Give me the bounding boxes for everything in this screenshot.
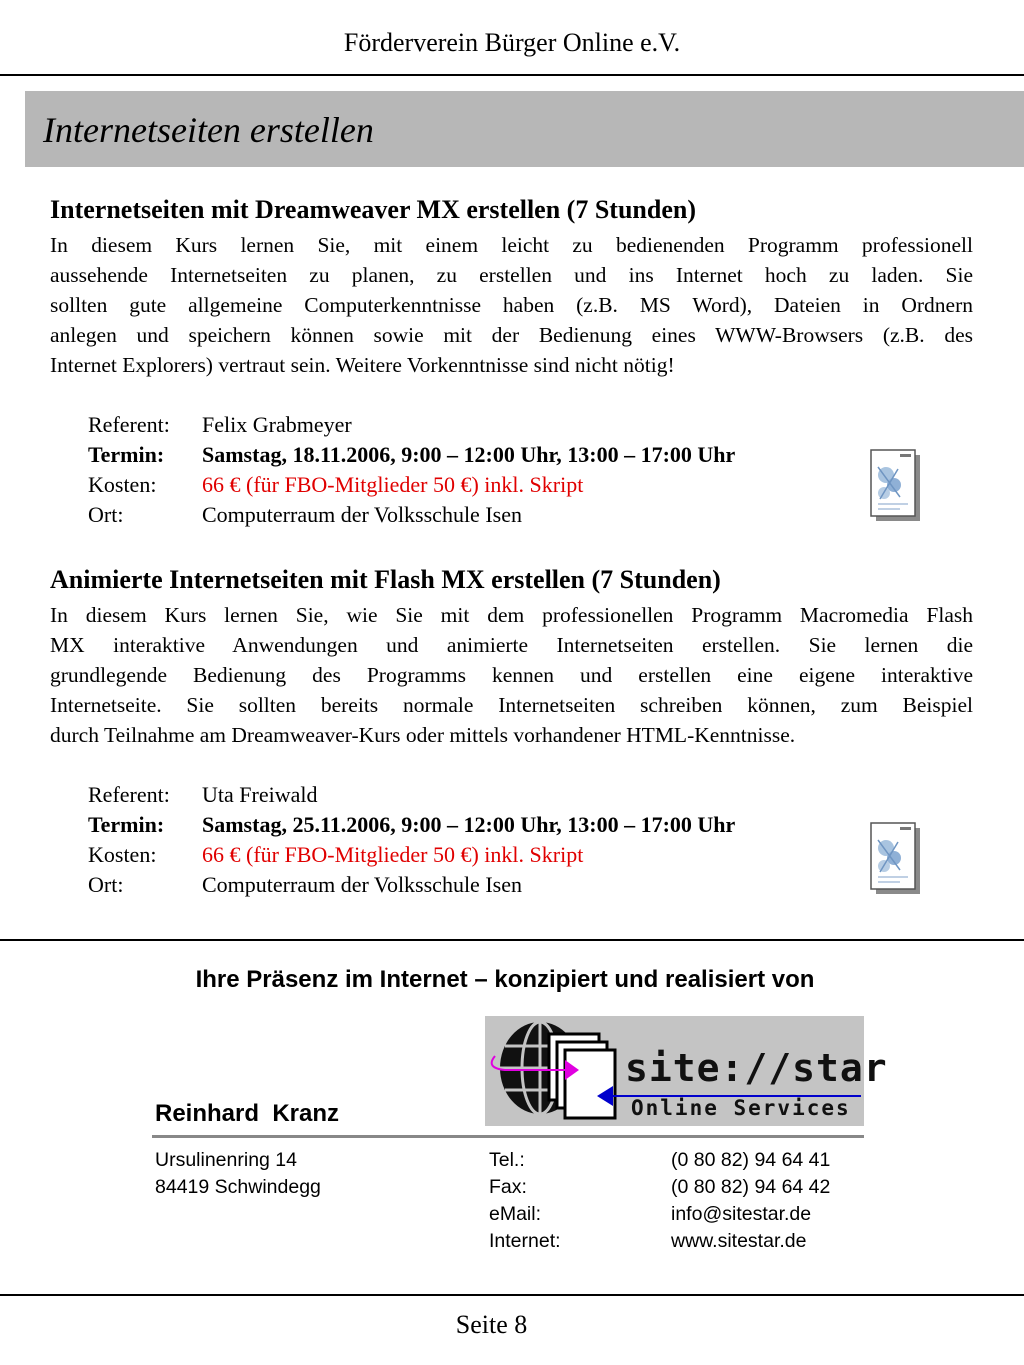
description-line: In diesem Kurs lernen Sie, mit einem leicht zu bedienenden Programm professionell [50, 233, 973, 257]
description-line: In diesem Kurs lernen Sie, wie Sie mit dem professionellen Programm Macromedia Flash [50, 603, 973, 627]
contact-name: Reinhard Kranz [155, 1100, 340, 1127]
tel-label: Tel.: [489, 1149, 525, 1171]
kosten-label: Kosten: [88, 842, 157, 867]
contact-street: Ursulinenring 14 [155, 1149, 297, 1171]
website-link[interactable]: www.sitestar.de [671, 1230, 807, 1252]
referent-value: Felix Grabmeyer [202, 412, 352, 437]
section-title: Internetseiten erstellen [43, 110, 374, 150]
course-description [50, 600, 973, 750]
termin-label: Termin: [88, 812, 165, 837]
description-line: anlegen und speichern können sowie mit der Bedienung eines WWW-Browsers (z.B. des [50, 323, 973, 347]
description-line: durch Teilnahme am Dreamweaver-Kurs oder mittels vorhandener HTML-Kenntnisse. [50, 723, 796, 747]
sitestar-logo [485, 1016, 888, 1126]
document-icon[interactable] [870, 449, 920, 521]
fax-value: (0 80 82) 94 64 42 [671, 1176, 831, 1198]
footer-divider [0, 1294, 1024, 1296]
logo-tagline: Online Services [631, 1096, 851, 1120]
ort-label: Ort: [88, 872, 124, 897]
tel-value: (0 80 82) 94 64 41 [671, 1149, 831, 1171]
logo-name: site://star [625, 1046, 888, 1090]
contact-city: 84419 Schwindegg [155, 1176, 321, 1198]
promo-headline: Ihre Präsenz im Internet – konzipiert und realisiert von [195, 966, 815, 993]
email-link[interactable]: info@sitestar.de [671, 1203, 812, 1225]
internet-label: Internet: [489, 1230, 561, 1252]
content-divider [0, 939, 1024, 941]
termin-value: Samstag, 25.11.2006, 9:00 – 12:00 Uhr, 13:00 – 17:00 Uhr [202, 812, 736, 837]
course-description [50, 230, 973, 380]
fax-label: Fax: [489, 1176, 527, 1198]
email-label: eMail: [489, 1203, 542, 1225]
document-icon[interactable] [870, 822, 920, 894]
description-line: grundlegende Bedienung des Programms kennen und erstellen eine eigene interaktive [50, 663, 973, 687]
page-header-title: Förderverein Bürger Online e.V. [343, 28, 681, 57]
description-line: sollten gute allgemeine Computerkenntnisse haben (z.B. MS Word), Dateien in Ordnern [50, 293, 973, 317]
description-line: MX interaktive Anwendungen und animierte Internetseiten erstellen. Sie lernen die [50, 633, 973, 657]
kosten-value: 66 € (für FBO-Mitglieder 50 €) inkl. Skript [202, 472, 584, 497]
termin-value: Samstag, 18.11.2006, 9:00 – 12:00 Uhr, 13:00 – 17:00 Uhr [202, 442, 736, 467]
course-title: Internetseiten mit Dreamweaver MX erstellen (7 Stunden) [50, 195, 697, 224]
kosten-value: 66 € (für FBO-Mitglieder 50 €) inkl. Skript [202, 842, 584, 867]
page-number: Seite 8 [455, 1310, 528, 1339]
course-title: Animierte Internetseiten mit Flash MX erstellen (7 Stunden) [50, 565, 721, 594]
ort-value: Computerraum der Volksschule Isen [202, 872, 522, 897]
header-divider [0, 74, 1024, 76]
ort-label: Ort: [88, 502, 124, 527]
referent-label: Referent: [88, 782, 170, 807]
kosten-label: Kosten: [88, 472, 157, 497]
contact-divider [152, 1135, 864, 1138]
referent-value: Uta Freiwald [202, 782, 318, 807]
termin-label: Termin: [88, 442, 165, 467]
description-line: Internet Explorers) vertraut sein. Weitere Vorkenntnisse sind nicht nötig! [50, 353, 675, 377]
description-line: Internetseite. Sie sollten bereits normale Internetseiten schreiben können, zum Beispiel [50, 693, 973, 717]
section-banner [25, 91, 1024, 167]
description-line: aussehende Internetseiten zu planen, zu erstellen und ins Internet hoch zu laden. Sie [50, 263, 973, 287]
ort-value: Computerraum der Volksschule Isen [202, 502, 522, 527]
referent-label: Referent: [88, 412, 170, 437]
